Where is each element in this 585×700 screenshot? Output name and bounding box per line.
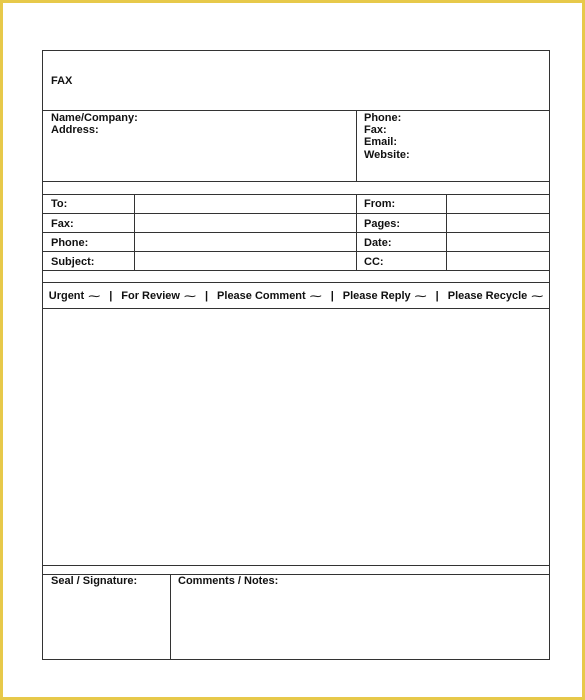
divider [43,282,549,283]
message-body-area[interactable] [43,309,549,565]
checkbox-mark-icon: ⁓ [183,289,196,303]
pages-label: Pages: [364,218,401,230]
divider [43,565,549,566]
seal-signature-area[interactable] [43,588,170,660]
option-please-reply[interactable] [343,289,427,303]
separator: | [330,290,334,302]
to-field[interactable] [135,195,356,213]
subject-field[interactable] [135,252,356,270]
sender-website-label: Website: [364,149,410,161]
option-please-recycle[interactable] [448,289,544,303]
fax-title: FAX [51,75,73,87]
option-please-comment[interactable] [217,289,322,303]
option-label: Urgent [48,290,85,302]
cc-field[interactable] [447,252,550,270]
name-company-label: Name/Company: [51,112,138,124]
checkbox-mark-icon: ⁓ [309,289,322,303]
cc-label: CC: [364,256,384,268]
fax-field[interactable] [135,214,356,232]
checkbox-mark-icon: ⁓ [88,289,101,303]
address-label: Address: [51,124,99,136]
divider [356,110,357,181]
options-row [43,284,549,308]
fax-cover-form [42,50,550,660]
from-label: From: [364,198,396,210]
separator: | [109,290,113,302]
phone-field[interactable] [135,233,356,251]
option-for-review[interactable] [121,289,196,303]
sender-email-label: Email: [364,136,398,148]
option-label: Please Recycle [447,290,528,302]
option-urgent[interactable] [49,289,100,303]
from-field[interactable] [447,195,550,213]
page-background [3,3,582,697]
checkbox-mark-icon: ⁓ [414,289,427,303]
checkbox-mark-icon: ⁓ [531,289,544,303]
sender-phone-label: Phone: [364,112,402,124]
comments-notes-area[interactable] [171,588,550,660]
comments-notes-label: Comments / Notes: [178,575,279,587]
option-label: Please Reply [342,290,411,302]
pages-field[interactable] [447,214,550,232]
option-label: Please Comment [217,290,306,302]
separator: | [204,290,209,302]
divider [43,181,549,182]
divider [43,270,549,271]
phone-label: Phone: [51,237,89,249]
date-label: Date: [364,237,392,249]
subject-label: Subject: [51,256,95,268]
date-field[interactable] [447,233,550,251]
fax-label: Fax: [51,218,74,230]
option-label: For Review [121,290,180,302]
sender-fax-label: Fax: [364,124,387,136]
to-label: To: [51,198,68,210]
seal-signature-label: Seal / Signature: [51,575,138,587]
divider [43,110,549,111]
separator: | [435,290,439,302]
